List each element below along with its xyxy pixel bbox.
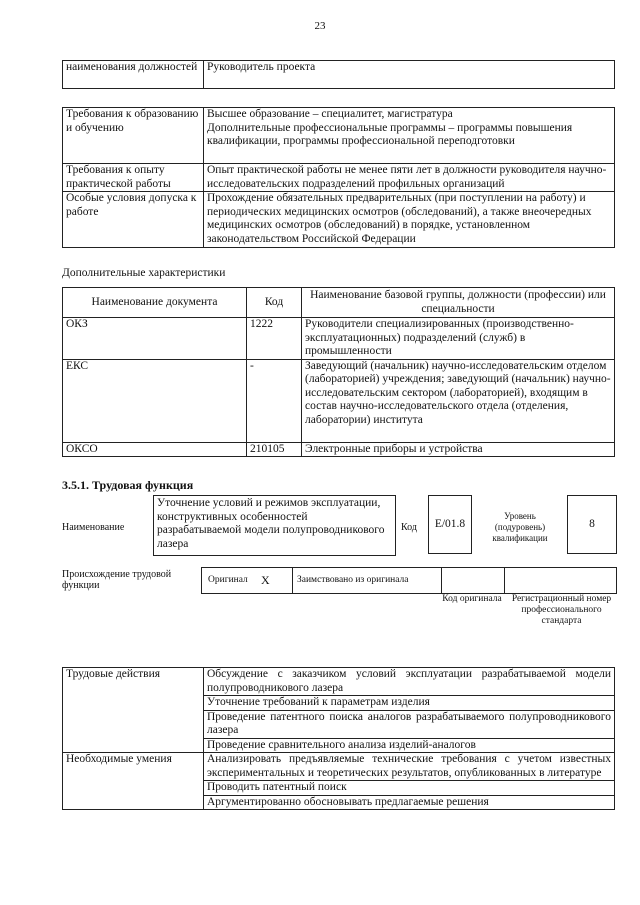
skill-item: Проводить патентный поиск <box>204 781 615 796</box>
education-line: Высшее образование – специалитет, магистратура <box>207 108 453 120</box>
work-actions-label: Трудовые действия <box>63 668 204 753</box>
cell-document: ОКЗ <box>63 318 247 360</box>
experience-label: Требования к опыту практической работы <box>63 164 204 192</box>
table-row <box>63 359 615 442</box>
cell-name: Руководители специализированных (производственно-эксплуатационных) подразделений (служб) в промышленности <box>302 318 615 360</box>
code-original-label: Код оригинала <box>442 594 502 604</box>
cell-name: Электронные приборы и устройства <box>302 442 615 457</box>
level-box: 8 <box>567 495 617 554</box>
origin-label: Происхождение трудовой функции <box>62 569 172 591</box>
experience-value <box>204 164 615 192</box>
col-header-name: Наименование базовой группы, должности (профессии) или специальности <box>302 288 615 318</box>
table-row <box>63 192 615 248</box>
requirements-table <box>62 107 615 248</box>
code-original-cell <box>442 568 505 593</box>
borrowed-label: Заимствовано из оригинала <box>297 575 409 585</box>
position-label: наименования должностей <box>63 61 204 89</box>
admission-value <box>204 192 615 248</box>
cell-code: 1222 <box>247 318 302 360</box>
education-line: Дополнительные профессиональные программы – программы повышения квалификации, программы профессиональной переподготовки <box>207 121 573 147</box>
additional-title: Дополнительные характеристики <box>62 267 226 279</box>
cell-document: ОКСО <box>63 442 247 457</box>
admission-label: Особые условия допуска к работе <box>63 192 204 248</box>
col-header-document: Наименование документа <box>63 288 247 318</box>
level-label: Уровень (подуровень) квалификации <box>492 511 548 543</box>
work-action-item: Проведение патентного поиска аналогов разрабатываемого полупроводникового лазера <box>204 710 615 738</box>
function-name-label: Наименование <box>62 522 125 533</box>
table-header-row <box>63 288 615 318</box>
admission-line: Прохождение обязательных предварительных (при поступлении на работу) и периодических медицинских осмотров (обследований), а также внеочередных медицинских осмотров (обследований) в порядке, установленном законодательством Российской Федерации <box>207 192 592 245</box>
experience-line: Опыт практической работы не менее пяти лет в должности руководителя научно-исследовательских подразделений профильных организаций <box>207 164 607 190</box>
education-value <box>204 108 615 164</box>
reg-number-cell <box>505 568 615 593</box>
work-action-item: Обсуждение с заказчиком условий эксплуатации разрабатываемой модели полупроводникового лазера <box>204 668 615 696</box>
table-row <box>63 108 615 164</box>
function-code-label: Код <box>401 522 417 533</box>
original-label: Оригинал <box>208 575 248 585</box>
table-row <box>63 753 615 781</box>
col-header-code: Код <box>247 288 302 318</box>
position-table <box>62 60 615 89</box>
education-label: Требования к образованию и обучению <box>63 108 204 164</box>
work-action-item: Уточнение требований к параметрам изделия <box>204 696 615 711</box>
reg-number-label: Регистрационный номер профессионального стандарта <box>511 594 612 626</box>
page-number: 23 <box>314 20 326 32</box>
origin-row <box>201 567 617 594</box>
original-cell <box>202 568 293 593</box>
work-table <box>62 667 615 810</box>
skills-label: Необходимые умения <box>63 753 204 810</box>
table-row <box>63 442 615 457</box>
cell-document: ЕКС <box>63 359 247 442</box>
additional-table <box>62 287 615 457</box>
skill-item: Анализировать предъявляемые технические требования с учетом известных экспериментальных и теоретических результатов, опубликованных в литературе <box>204 753 615 781</box>
original-mark: X <box>261 573 270 587</box>
table-row <box>63 668 615 696</box>
function-code-box: E/01.8 <box>428 495 472 554</box>
work-action-item: Проведение сравнительного анализа изделий-аналогов <box>204 738 615 753</box>
cell-name: Заведующий (начальник) научно-исследовательским отделом (лабораторией) учреждения; заведующий (начальник) научно-исследовательским сектором (лабораторией), входящим в состав научно-исследовательского отдела (отделения, лаборатории) института <box>302 359 615 442</box>
skill-item: Аргументированно обосновывать предлагаемые решения <box>204 795 615 810</box>
table-row <box>63 164 615 192</box>
cell-code: 210105 <box>247 442 302 457</box>
cell-code: - <box>247 359 302 442</box>
table-row <box>63 61 615 89</box>
table-row <box>63 318 615 360</box>
position-value: Руководитель проекта <box>204 61 615 89</box>
function-name-box: Уточнение условий и режимов эксплуатации, конструктивных особенностей разрабатываемой модели полупроводникового лазера <box>153 495 396 556</box>
borrowed-cell <box>293 568 442 593</box>
function-heading: 3.5.1. Трудовая функция <box>62 478 194 492</box>
